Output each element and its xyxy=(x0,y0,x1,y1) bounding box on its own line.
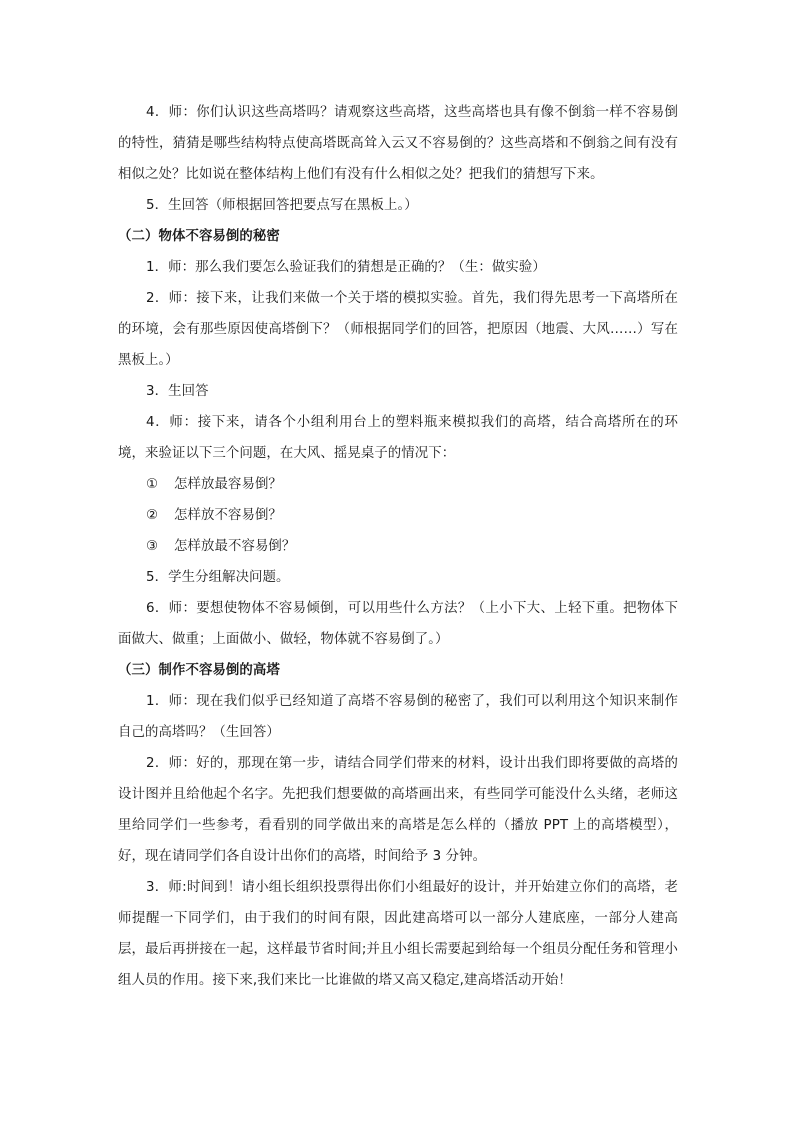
option-number: ③ xyxy=(146,539,159,554)
option-number: ② xyxy=(146,508,159,523)
document-body xyxy=(118,97,678,996)
option-text: 怎样放最容易倒？ xyxy=(174,477,282,492)
paragraph-s3-2: 2．师：好的，那现在第一步，请结合同学们带来的材料，设计出我们即将要做的高塔的设计图并且给他起个名字。先把我们想要做的高塔画出来，有些同学可能没什么头绪，老师这里给同学们一些参考，看看别的同学做出来的高塔是怎么样的（播放 PPT 上的高塔模型），好，现在请同学们各自设计出你们的高塔，时间给予 3 分钟。 xyxy=(118,756,678,864)
paragraph-s1-4: 4．师：你们认识这些高塔吗？请观察这些高塔，这些高塔也具有像不倒翁一样不容易倒的特性，猜猜是哪些结构特点使高塔既高耸入云又不容易倒的？这些高塔和不倒翁之间有没有相似之处？比如说在整体结构上他们有没有什么相似之处？把我们的猜想写下来。 xyxy=(118,105,678,182)
paragraph-s2-6: 6．师：要想使物体不容易倾倒，可以用些什么方法？（上小下大、上轻下重。把物体下面做大、做重；上面做小、做轻，物体就不容易倒了。） xyxy=(118,601,678,647)
option-text: 怎样放不容易倒？ xyxy=(174,508,282,523)
option-1 xyxy=(118,469,678,500)
option-text: 怎样放最不容易倒？ xyxy=(174,539,296,554)
option-3 xyxy=(118,531,678,562)
paragraph-s2-2: 2．师：接下来，让我们来做一个关于塔的模拟实验。首先，我们得先思考一下高塔所在的环境，会有那些原因使高塔倒下？（师根据同学们的回答，把原因（地震、大风……）写在黑板上。） xyxy=(118,291,678,368)
paragraph-s2-4: 4．师：接下来，请各个小组利用台上的塑料瓶来模拟我们的高塔，结合高塔所在的环境，来验证以下三个问题，在大风、摇晃桌子的情况下： xyxy=(118,415,678,461)
option-2 xyxy=(118,500,678,531)
paragraph-s2-1: 1．师：那么我们要怎么验证我们的猜想是正确的？（生：做实验） xyxy=(146,260,546,275)
section-heading-3: （三）制作不容易倒的高塔 xyxy=(118,663,280,678)
paragraph-s1-5: 5．生回答（师根据回答把要点写在黑板上。） xyxy=(146,198,418,213)
option-number: ① xyxy=(146,477,159,492)
paragraph-s2-3: 3．生回答 xyxy=(146,384,209,399)
paragraph-s2-5: 5．学生分组解决问题。 xyxy=(146,570,290,585)
paragraph-s3-3: 3．师:时间到！请小组长组织投票得出你们小组最好的设计，并开始建立你们的高塔，老师提醒一下同学们，由于我们的时间有限，因此建高塔可以一部分人建底座，一部分人建高层，最后再拼接在一起，这样最节省时间;并且小组长需要起到给每一个组员分配任务和管理小组人员的作用。接下来,我们来比一比谁做的塔又高又稳定,建高塔活动开始！ xyxy=(118,880,678,988)
section-heading-2: （二）物体不容易倒的秘密 xyxy=(118,229,280,244)
paragraph-s3-1: 1．师：现在我们似乎已经知道了高塔不容易倒的秘密了，我们可以利用这个知识来制作自己的高塔吗？（生回答） xyxy=(118,694,678,740)
